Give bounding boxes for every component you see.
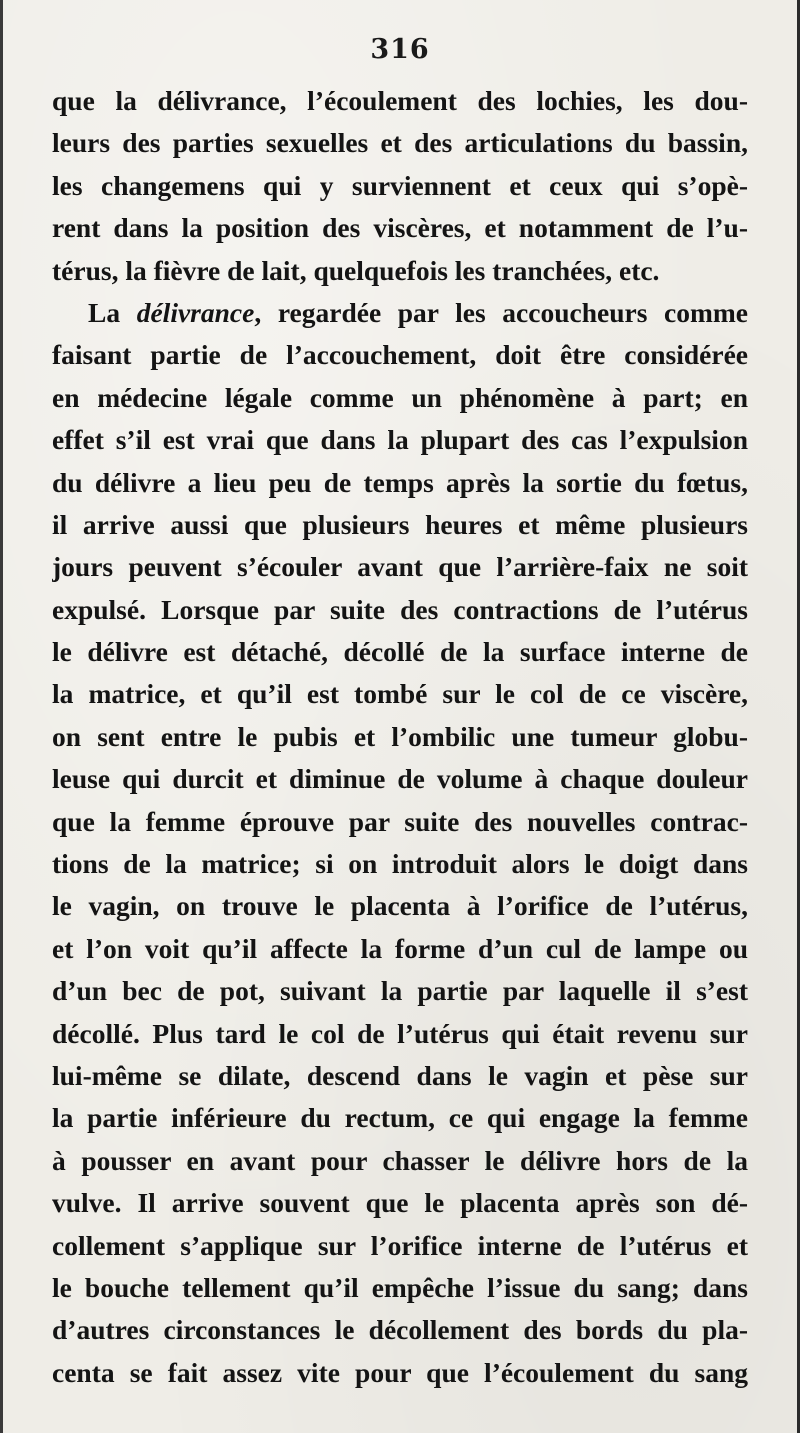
text-line: d’autres circonstances le décollement des bords du pla-	[52, 1314, 748, 1346]
text-line-part: La	[88, 296, 137, 328]
text-line: leuse qui durcit et diminue de volume à chaque douleur	[52, 763, 748, 795]
text-line: tions de la matrice; si on introduit alors le doigt dans	[52, 848, 748, 880]
text-line: expulsé. Lorsque par suite des contractions de l’utérus	[52, 593, 748, 625]
text-line: à pousser en avant pour chasser le délivre hors de la	[52, 1144, 748, 1176]
text-line: effet s’il est vrai que dans la plupart des cas l’expulsion	[52, 424, 748, 456]
text-line: térus, la fièvre de lait, quelquefois les tranchées, etc.	[52, 254, 660, 286]
text-line: collement s’applique sur l’orifice interne de l’utérus et	[52, 1229, 748, 1261]
text-line: le bouche tellement qu’il empêche l’issue du sang; dans	[52, 1271, 748, 1303]
text-line: faisant partie de l’accouchement, doit être considérée	[52, 339, 748, 371]
text-line: les changemens qui y surviennent et ceux qui s’opè-	[52, 169, 748, 201]
text-line	[52, 292, 748, 334]
text-line: rent dans la position des viscères, et notamment de l’u-	[52, 212, 748, 244]
text-line-part: , regardée par les accoucheurs comme	[254, 296, 748, 328]
text-line: en médecine légale comme un phénomène à part; en	[52, 381, 748, 413]
page-left-edge	[0, 0, 3, 1433]
text-line: il arrive aussi que plusieurs heures et même plusieurs	[52, 508, 748, 540]
body-text	[52, 80, 748, 1394]
text-line: leurs des parties sexuelles et des articulations du bassin,	[52, 127, 748, 159]
text-line: que la femme éprouve par suite des nouvelles contrac-	[52, 805, 748, 837]
text-line: centa se fait assez vite pour que l’écoulement du sang	[52, 1356, 748, 1388]
text-line: du délivre a lieu peu de temps après la sortie du fœtus,	[52, 466, 748, 498]
text-line: d’un bec de pot, suivant la partie par laquelle il s’est	[52, 975, 748, 1007]
text-line: et l’on voit qu’il affecte la forme d’un cul de lampe ou	[52, 932, 748, 964]
text-line: la partie inférieure du rectum, ce qui engage la femme	[52, 1102, 748, 1134]
text-line: que la délivrance, l’écoulement des lochies, les dou-	[52, 85, 748, 116]
text-line: le vagin, on trouve le placenta à l’orifice de l’utérus,	[52, 890, 748, 922]
text-line: on sent entre le pubis et l’ombilic une tumeur globu-	[52, 720, 748, 752]
text-line: le délivre est détaché, décollé de la surface interne de	[52, 636, 748, 668]
page-number: 316	[370, 34, 430, 65]
text-line: lui-même se dilate, descend dans le vagin et pèse sur	[52, 1059, 748, 1091]
text-line: vulve. Il arrive souvent que le placenta après son dé-	[52, 1187, 748, 1219]
text-line: décollé. Plus tard le col de l’utérus qui était revenu sur	[52, 1017, 748, 1049]
text-line: jours peuvent s’écouler avant que l’arrière-faix ne soit	[52, 551, 748, 583]
text-line: la matrice, et qu’il est tombé sur le col de ce viscère,	[52, 678, 748, 710]
italic-term: délivrance	[136, 296, 255, 328]
